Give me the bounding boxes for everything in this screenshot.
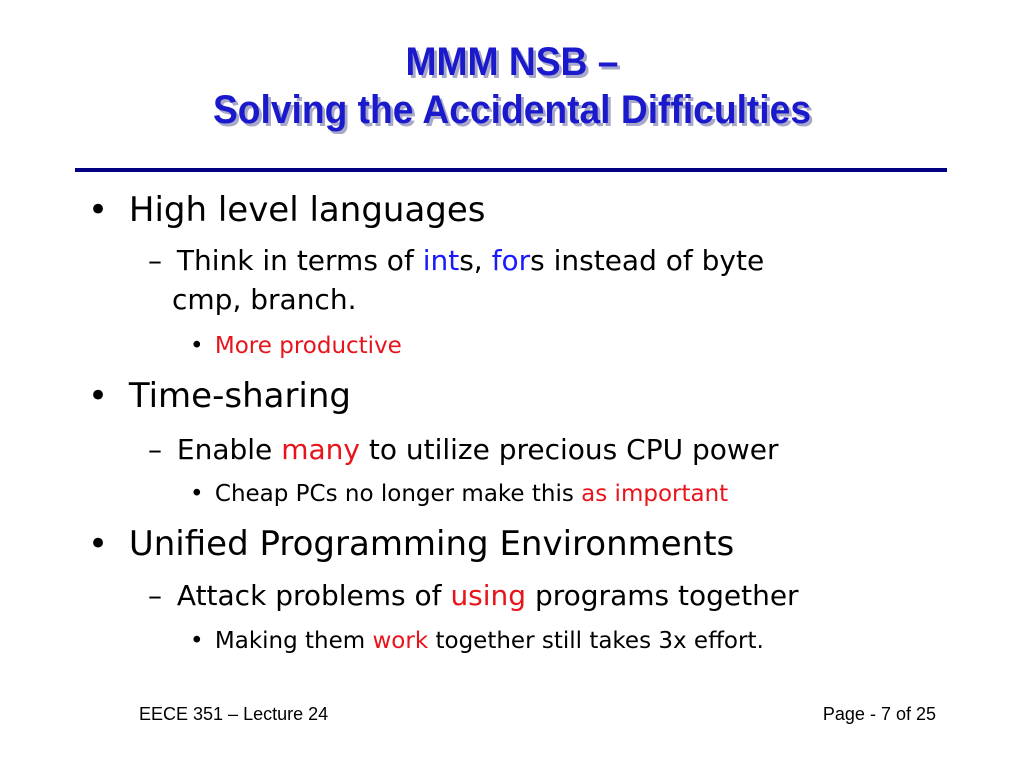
- footer-page-number: Page - 7 of 25: [822, 704, 936, 724]
- sub-text-c: to utilize precious CPU power: [359, 433, 779, 466]
- sub-bullet-attack-problems: [148, 577, 799, 615]
- bullet-glyph: •: [88, 524, 109, 564]
- subsub-text-c: together still takes 3x effort.: [428, 628, 764, 654]
- bullet-glyph: •: [190, 628, 204, 654]
- sub-text-a: Attack problems of: [176, 579, 451, 612]
- sub-text-c: s,: [459, 244, 492, 277]
- keyword-work: work: [372, 628, 429, 654]
- subsub-bullet-more-productive: [190, 331, 402, 361]
- sub-text-a: Enable: [176, 433, 282, 466]
- sub-bullet-think-in-terms: [148, 242, 764, 280]
- dash-glyph: –: [148, 579, 162, 612]
- subsub-text-a: Cheap PCs no longer make this: [214, 481, 582, 507]
- footer-lecture: EECE 351 – Lecture 24: [139, 704, 329, 724]
- bullet-glyph: •: [88, 190, 109, 230]
- title-line-2: Solving the Accidental Difficulties: [212, 88, 812, 132]
- keyword-as-important: as important: [581, 481, 729, 507]
- slide-title: [0, 38, 1024, 134]
- bullet-glyph: •: [190, 481, 204, 507]
- keyword-int: int: [422, 244, 460, 277]
- title-divider: [75, 168, 947, 172]
- keyword-using: using: [450, 579, 527, 612]
- subsub-text-a: Making them: [214, 628, 373, 654]
- subsub-bullet-cheap-pcs: [190, 479, 728, 509]
- keyword-many: many: [281, 433, 360, 466]
- bullet-text: Unified Programming Environments: [128, 524, 735, 564]
- keyword-for: for: [491, 244, 531, 277]
- bullet-time-sharing: [88, 376, 351, 416]
- bullet-text: Time-sharing: [128, 376, 352, 416]
- bullet-high-level-languages: [88, 190, 486, 230]
- bullet-text: High level languages: [128, 190, 486, 230]
- bullet-unified-programming: [88, 524, 734, 564]
- sub-text-c: programs together: [526, 579, 799, 612]
- title-line-1: MMM NSB –: [405, 40, 619, 84]
- bullet-glyph: •: [88, 376, 109, 416]
- subsub-text: More productive: [214, 333, 402, 359]
- dash-glyph: –: [148, 244, 162, 277]
- sub-text-a: Think in terms of: [176, 244, 423, 277]
- subsub-bullet-making-them-work: [190, 626, 764, 656]
- sub-text-e: s instead of byte: [530, 244, 765, 277]
- sub-bullet-enable-many: [148, 431, 779, 469]
- bullet-glyph: •: [190, 333, 204, 359]
- sub-bullet-continuation: cmp, branch.: [172, 283, 357, 316]
- dash-glyph: –: [148, 433, 162, 466]
